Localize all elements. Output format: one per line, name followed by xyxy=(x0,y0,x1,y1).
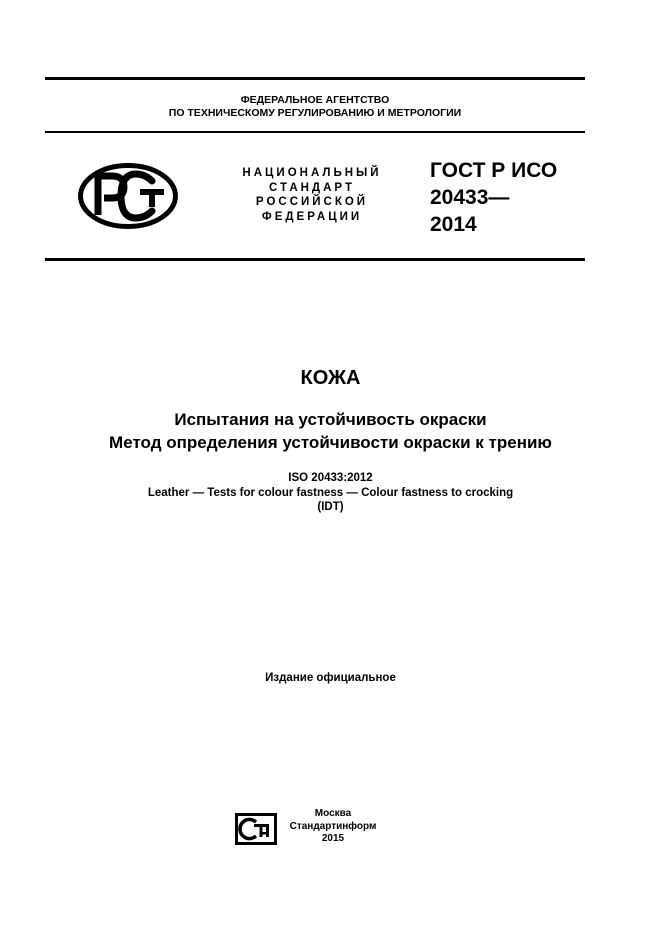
national-line-3: РОССИЙСКОЙ xyxy=(255,196,369,208)
designation-line-3: 2014 xyxy=(430,213,477,236)
national-line-4: ФЕДЕРАЦИИ xyxy=(261,210,363,223)
subtitle-line-2: Метод определения устойчивости окраски к трению xyxy=(109,433,552,452)
agency-line-2: ПО ТЕХНИЧЕСКОМУ РЕГУЛИРОВАНИЮ И МЕТРОЛОГИИ xyxy=(168,107,462,119)
edition-label: Издание официальное xyxy=(265,672,396,684)
document-title: КОЖА xyxy=(300,367,361,389)
rst-certification-logo-icon xyxy=(78,163,178,229)
iso-reference xyxy=(0,471,661,515)
publisher-info xyxy=(285,808,381,846)
top-rule xyxy=(45,77,585,80)
designation-line-2: 20433— xyxy=(430,186,510,209)
publisher-name: Стандартинформ xyxy=(289,820,377,832)
publisher-city: Москва xyxy=(314,808,352,819)
document-subtitle xyxy=(0,408,661,454)
section-divider-rule xyxy=(45,258,585,261)
header-divider-rule xyxy=(45,131,585,133)
iso-english-title: Leather — Tests for colour fastness — Colour fastness to crocking xyxy=(147,486,514,499)
iso-number: ISO 20433:2012 xyxy=(288,472,373,484)
national-line-1: НАЦИОНАЛЬНЫЙ xyxy=(242,167,382,179)
national-standard-label xyxy=(228,166,396,224)
national-line-2: СТАНДАРТ xyxy=(269,181,355,194)
publisher-year: 2015 xyxy=(321,833,345,844)
agency-header xyxy=(45,94,585,120)
iso-identity: (IDT) xyxy=(317,501,344,513)
agency-line-1: ФЕДЕРАЛЬНОЕ АГЕНТСТВО xyxy=(240,94,390,106)
subtitle-line-1: Испытания на устойчивость окраски xyxy=(174,410,487,429)
standartinform-logo-icon xyxy=(234,812,278,846)
designation-line-1: ГОСТ Р ИСО xyxy=(430,159,558,182)
standard-designation xyxy=(430,157,557,238)
